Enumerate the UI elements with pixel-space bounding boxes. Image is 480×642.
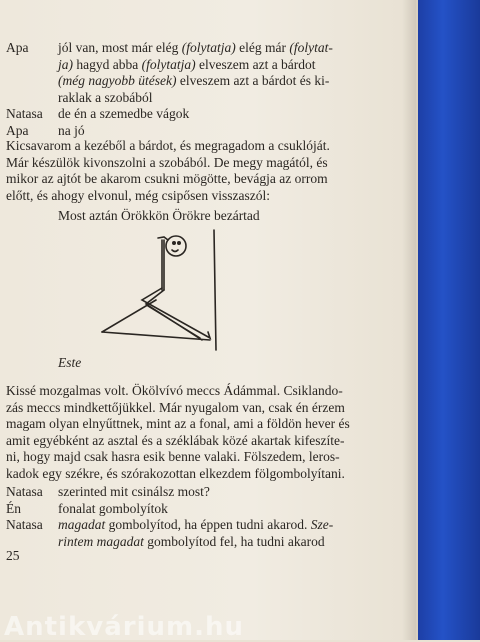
dialogue-line [58, 106, 189, 122]
dialogue-line [58, 40, 333, 56]
paragraph-line: Már készülök kivonszolni a szobából. De megy magától, és [6, 154, 328, 170]
dialogue-segment: de én a szemedbe vágok [58, 106, 190, 121]
dialogue-segment: hagyd abba [73, 56, 142, 72]
paragraph-line: kadok egy székre, és szórakozottan elkezdem fölgombolyítani. [6, 465, 345, 481]
dialogue-line [58, 73, 329, 89]
speaker-label: Natasa [6, 517, 43, 532]
dialogue-segment: (még nagyobb ütések) [58, 73, 177, 88]
dialogue-line [58, 501, 168, 517]
dialogue-segment: szerinted mit csinálsz most? [58, 484, 210, 499]
dialogue-segment: jól van, most már elég [58, 40, 182, 55]
dialogue-line [58, 57, 316, 73]
watermark: Antikvárium.hu [4, 612, 244, 642]
paragraph-line: zás meccs mindkettőjükkel. Már nyugalom van, csak én érzem [6, 399, 345, 415]
stick-figure-drawing [90, 228, 240, 353]
dialogue-segment: raklak a szobából [58, 89, 153, 105]
paragraph-line: előtt, és ahogy elvonul, még csipősen visszaszól: [6, 187, 270, 203]
dialogue-segment: fonalat gombolyítok [58, 500, 168, 516]
dialogue-line [58, 484, 210, 500]
dialogue-segment: (folytatja) [141, 56, 196, 72]
section-title: Este [58, 355, 82, 370]
speaker-label: Apa [6, 122, 29, 138]
book-cover [418, 0, 480, 640]
dialogue-segment: elég már [235, 40, 290, 55]
dialogue-line [58, 534, 325, 550]
paragraph-line: Kissé mozgalmas volt. Ökölvívó meccs Ádámmal. Csiklando- [6, 383, 343, 398]
paragraph-line: magam olyan elnyűttnek, mint az a fonal, ami a földön hever és [6, 416, 350, 431]
quote-line: Most aztán Örökkön Örökre bezártad [58, 208, 260, 223]
dialogue-line [58, 90, 152, 106]
paragraph-line: ni, hogy majd csak hasra esik benne valaki. Fölszedem, leros- [6, 449, 340, 464]
speaker-label: Apa [6, 40, 29, 55]
dialogue-line [58, 123, 85, 139]
dialogue-segment: magadat [58, 517, 106, 532]
dialogue-segment: gombolyítod fel, ha tudni akarod [143, 533, 325, 549]
dialogue-segment: (folytatja) [181, 40, 236, 55]
speaker-label: Natasa [6, 106, 43, 121]
paragraph-line: Kicsavarom a kezéből a bárdot, és megragadom a csuklóját. [6, 138, 330, 153]
dialogue-line [58, 517, 333, 533]
dialogue-segment: gombolyítod, ha éppen tudni akarod. [105, 517, 311, 532]
dialogue-segment: elveszem azt a bárdot és ki- [176, 73, 330, 88]
paragraph-line: mikor az ajtót be akarom csukni mögötte, bevágja az orrom [6, 171, 328, 186]
dialogue-segment: rintem magadat [58, 533, 144, 549]
speaker-label: Én [6, 500, 21, 516]
dialogue-segment: elveszem azt a bárdot [195, 56, 316, 72]
speaker-label: Natasa [6, 484, 43, 499]
page-number: 25 [6, 548, 20, 563]
paragraph-line: amit egyébként az asztal és a széklábak közé akartak kifeszíte- [6, 432, 345, 448]
dialogue-segment: ja) [58, 56, 73, 72]
dialogue-segment: Sze- [310, 517, 334, 532]
dialogue-segment: (folytat- [289, 40, 333, 55]
dialogue-segment: na jó [58, 122, 85, 138]
